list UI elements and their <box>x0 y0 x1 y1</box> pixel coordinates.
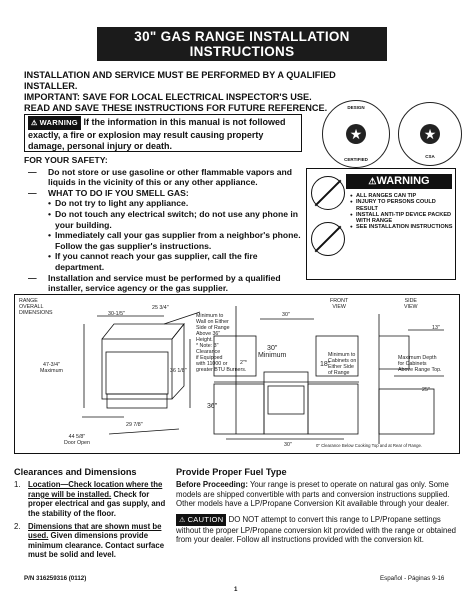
lead-line: READ AND SAVE THESE INSTRUCTIONS FOR FUTURE REFERENCE. <box>24 103 328 113</box>
safety-section <box>24 155 306 294</box>
range-dimensions-label: RANGE OVERALL DIMENSIONS <box>19 298 53 316</box>
dim-13: 13" <box>432 325 440 331</box>
dim-2: 2"* <box>240 360 247 366</box>
lead-line: IMPORTANT: SAVE FOR LOCAL ELECTRICAL INSPECTOR'S USE. <box>24 92 312 102</box>
page-subtitle: (For Models with Sealed Top Burners) <box>174 60 310 69</box>
star-icon: ★ <box>346 124 366 144</box>
page-number: 1 <box>234 586 238 593</box>
clearances-heading: Clearances and Dimensions <box>14 467 137 477</box>
lead-notice <box>24 70 354 114</box>
spanish-pages-note: Español - Páginas 9-16 <box>380 575 445 582</box>
fuel-section <box>176 468 464 545</box>
clearance-note: 0" Clearance Below Cooking Top and at Rear of Range. <box>316 443 423 448</box>
design-certified-seal: DESIGN ★ CERTIFIED <box>322 100 390 168</box>
title-banner <box>97 27 387 69</box>
fuel-paragraph: Before Proceeding: Your range is preset to operate on natural gas only. Some models are shipped convertible with parts and conversion instructions supplied. Other models have a LP/Propane Conversion Kit available through your dealer. <box>176 480 450 509</box>
caution-paragraph: ⚠ CAUTION DO NOT attempt to convert this range to LP/Propane settings without the proper LP/Propane conversion kit provided with the range or obtained from your dealer. Follow all instructions provided with the conversion kit. <box>176 514 464 545</box>
warning-panel-title: ⚠ WARNING <box>346 174 452 189</box>
depth-top-dim: 25 3/4" <box>152 305 169 311</box>
dim-30-minimum: 30" Minimum <box>258 345 287 359</box>
lead-line: INSTALLATION AND SERVICE MUST BE PERFORMED BY A QUALIFIED INSTALLER. <box>24 70 336 91</box>
safety-bullet: • Do not touch any electrical switch; do not use any phone in your building. <box>48 208 299 230</box>
safety-item: — Do not store or use gasoline or other flammable vapors and liquids in the vicinity of this or any other appliance. <box>28 166 293 188</box>
dim-30-top: 30" <box>282 312 290 318</box>
no-climb-icon <box>311 222 345 256</box>
depth-bottom-dim: 29 7/8" <box>126 422 143 428</box>
safety-bullet: • If you cannot reach your gas supplier, call the fire department. <box>48 251 258 272</box>
width-top-dim: 30-1/5" <box>108 311 125 317</box>
dim-30-bottom: 30" <box>284 442 292 448</box>
front-view-label: FRONT VIEW <box>330 298 349 310</box>
clearance-item: 2. Dimensions that are shown must be used. Given dimensions provide minimum clearance. Contact surface must be solid and level. <box>14 522 165 560</box>
csa-seal: ★ CSA <box>398 102 462 166</box>
max-depth-note: Maximum Depth for Cabinets Above Range Top. <box>398 355 442 373</box>
page-title: 30" GAS RANGE INSTALLATION INSTRUCTIONS <box>134 29 350 59</box>
warning-text: If the information in this manual is not followed exactly, a fire or explosion may result causing property damage, personal injury or death. <box>28 117 286 151</box>
side-view-label: SIDE VIEW <box>404 298 418 310</box>
star-icon: ★ <box>420 124 440 144</box>
height-max-dim: 47-3/4" Maximum <box>40 362 63 374</box>
door-open-dim: 44 5/8" Door Open <box>64 434 90 446</box>
safety-item: — WHAT TO DO IF YOU SMELL GAS: <box>28 187 189 198</box>
warning-tag: ⚠ WARNING <box>28 116 81 130</box>
clearances-section <box>14 468 172 564</box>
safety-item: — Installation and service must be performed by a qualified installer, service agency or the gas supplier. <box>28 272 281 294</box>
warning-panel-list: ● ALL RANGES CAN TIP ● INJURY TO PERSONS COULD RESULT ● INSTALL ANTI-TIP DEVICE PACKED WITH RANGE ● SEE INSTALLATION INSTRUCTIONS <box>350 193 454 231</box>
min-wall-note: Minimum to Wall on Either Side of Range Above 36" Height. * Note: 3" Clearance if Equipped with 11000 or greater BTU Burners. <box>196 313 247 373</box>
safety-heading: FOR YOUR SAFETY: <box>24 155 108 165</box>
dim-25: 25" <box>422 387 430 393</box>
height-right-dim: 36 1/8" <box>170 368 187 374</box>
min-cabinets-note: Minimum to Cabinets on Either Side of Range <box>328 352 357 376</box>
part-number: P/N 316259316 (0112) <box>24 575 87 582</box>
caution-tag: ⚠ CAUTION <box>176 514 226 526</box>
no-tip-icon <box>311 176 345 210</box>
dim-18: 18" <box>320 361 331 368</box>
safety-bullet: • Do not try to light any appliance. <box>48 198 189 209</box>
warning-box <box>24 114 302 152</box>
dim-36: 36" <box>207 403 218 410</box>
safety-bullet: • Immediately call your gas supplier from a neighbor's phone. Follow the gas supplier's instructions. <box>48 230 301 251</box>
clearance-item: 1. Location—Check location where the range will be installed. Check for proper electrical and gas supply, and the stability of the floor. <box>14 480 166 518</box>
fuel-heading: Provide Proper Fuel Type <box>176 467 287 477</box>
